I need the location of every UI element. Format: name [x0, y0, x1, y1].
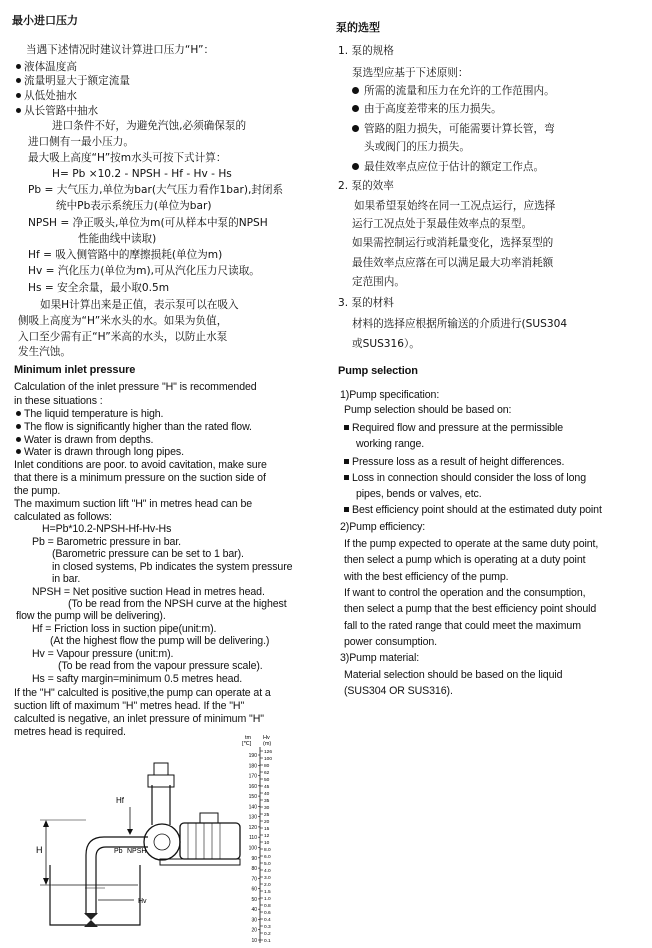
- label-pb: Pb: [114, 848, 123, 855]
- scale-hv-label: 0.4: [264, 918, 271, 923]
- zh-paragraph: 如果需控制运行或消耗量变化，选择泵型的: [352, 237, 554, 249]
- zh-bullet-cont: 头或阀门的压力损失。: [364, 141, 470, 153]
- label-hv: Hv: [138, 898, 147, 905]
- zh-paragraph: 进口条件不好，为避免汽蚀,必须确保泵的: [52, 120, 247, 132]
- scale-temp-label: 90: [251, 855, 257, 862]
- pump-suction-diagram: [30, 745, 250, 945]
- en-bullet: Loss in connection should consider the loss of long: [344, 473, 586, 484]
- zh-def-hf: Hf = 吸入侧管路中的摩擦损耗(单位为m): [28, 249, 223, 261]
- en-section-heading: 2)Pump efficiency:: [340, 521, 426, 533]
- zh-paragraph: 入口至少需有正“H”米高的水头，以防止水泵: [18, 331, 228, 343]
- scale-temp-label: 20: [251, 927, 257, 934]
- scale-hv-label: 10: [264, 841, 270, 846]
- scale-hv-label: 20: [264, 820, 270, 825]
- en-def-hv: (To be read from the vapour pressure scale).: [58, 660, 263, 672]
- en-def-hf: Hf = Friction loss in suction pipe(unit:m).: [32, 623, 217, 635]
- scale-temp-label: 110: [249, 835, 257, 842]
- zh-def-npsh: 性能曲线中读取): [78, 233, 157, 245]
- scale-hv-label: 2.0: [264, 883, 271, 888]
- en-paragraph: If want to control the operation and the consumption,: [344, 587, 586, 599]
- scale-temp-label: 30: [251, 917, 257, 924]
- zh-section-heading: 2. 泵的效率: [338, 180, 394, 192]
- zh-bullet: 从低处抽水: [16, 91, 77, 102]
- bullet-icon: [352, 125, 359, 132]
- scale-tm-header: tm: [245, 735, 252, 741]
- zh-bullet: 从长管路中抽水: [16, 106, 98, 117]
- bullet-icon: [16, 411, 21, 416]
- en-bullet-cont: pipes, bends or valves, etc.: [356, 488, 482, 500]
- zh-paragraph: 最佳效率点应落在可以满足最大功率消耗额: [352, 257, 554, 269]
- en-bullet: Best efficiency point should at the estimated duty point: [344, 505, 602, 516]
- zh-def-hs: Hs = 安全余量，最小取0.5m: [28, 282, 170, 294]
- scale-hv-label: 80: [264, 764, 270, 769]
- label-h: H: [36, 845, 43, 855]
- scale-temp-label: 180: [248, 763, 257, 770]
- en-section-heading: 3)Pump material:: [340, 652, 420, 664]
- scale-hv-header: Hv: [263, 735, 270, 741]
- en-bullet: Water is drawn through long pipes.: [16, 447, 184, 458]
- en-bullet-cont: working range.: [356, 438, 425, 450]
- en-paragraph: power consumption.: [344, 636, 438, 648]
- bullet-icon: [352, 87, 359, 94]
- scale-hv-label: 0.8: [264, 904, 271, 909]
- zh-bullet: 最佳效率点应位于估计的额定工作点。: [352, 162, 544, 173]
- motor: [180, 823, 240, 859]
- zh-paragraph: 进口侧有一最小压力。: [28, 136, 134, 148]
- foot-valve-icon: [84, 913, 98, 927]
- en-def-npsh: (To be read from the NPSH curve at the highest: [68, 598, 287, 610]
- en-def-pb: Pb = Barometric pressure in bar.: [32, 536, 182, 548]
- bullet-icon: [16, 64, 21, 69]
- bullet-icon: [16, 437, 21, 442]
- en-paragraph: with the best efficiency of the pump.: [344, 571, 509, 583]
- scale-hv-label: 0.1: [264, 939, 271, 944]
- scale-temp-label: 50: [251, 896, 257, 903]
- label-hf: Hf: [116, 796, 124, 805]
- scale-temp-label: 40: [251, 907, 257, 914]
- zh-paragraph: 定范围内。: [352, 276, 405, 288]
- scale-hv-label: 6.0: [264, 855, 271, 860]
- scale-hv-label: 126: [264, 750, 273, 755]
- en-paragraph: metres head is required.: [14, 726, 126, 738]
- zh-pump-selection-title: 泵的选型: [336, 21, 380, 34]
- scale-hv-label: 4.0: [264, 869, 271, 874]
- bullet-icon: [344, 425, 349, 430]
- en-paragraph: the pump.: [14, 485, 61, 497]
- scale-temp-label: 170: [248, 773, 257, 780]
- zh-paragraph: 发生汽蚀。: [18, 346, 71, 358]
- en-paragraph: If the pump expected to operate at the same duty point,: [344, 538, 599, 550]
- en-min-inlet-title: Minimum inlet pressure: [14, 364, 136, 376]
- en-paragraph: If the "H" calculted is positive,the pump can operate at a: [14, 687, 271, 699]
- scale-temp-label: 70: [251, 876, 257, 883]
- en-section-heading: 1)Pump specification:: [340, 389, 440, 401]
- scale-hv-label: 30: [264, 806, 270, 811]
- en-paragraph: that there is a minimum pressure on the suction side of: [14, 472, 266, 484]
- scale-hv-label: 15: [264, 827, 270, 832]
- en-bullet: The liquid temperature is high.: [16, 409, 163, 420]
- discharge-pipe: [152, 785, 170, 825]
- bullet-icon: [352, 163, 359, 170]
- zh-intro: 当遇下述情况时建议计算进口压力“H”：: [26, 44, 215, 56]
- scale-hv-label: 100: [264, 757, 273, 762]
- zh-min-inlet-title: 最小进口压力: [12, 14, 78, 27]
- zh-def-npsh: NPSH = 净正吸头,单位为m(可从样本中泵的NPSH: [28, 217, 268, 229]
- en-def-npsh: NPSH = Net positive suction Head in metres head.: [32, 586, 265, 598]
- en-pump-selection-title: Pump selection: [338, 365, 418, 377]
- zh-section-heading: 3. 泵的材料: [338, 297, 394, 309]
- scale-hv-label: 40: [264, 792, 270, 797]
- en-bullet: Pressure loss as a result of height differences.: [344, 457, 564, 468]
- en-paragraph: (SUS304 OR SUS316).: [344, 685, 453, 697]
- scale-temp-label: 120: [248, 824, 257, 831]
- zh-paragraph: 材料的选择应根据所输送的介质进行(SUS304: [352, 318, 568, 330]
- en-paragraph: Material selection should be based on the liquid: [344, 669, 563, 681]
- en-formula: H=Pb*10.2-NPSH-Hf-Hv-Hs: [42, 523, 172, 535]
- bullet-icon: [352, 105, 359, 112]
- vapour-pressure-scale: [236, 733, 286, 945]
- zh-bullet: 管路的阻力损失，可能需要计算长管，弯: [352, 124, 555, 135]
- scale-temp-label: 150: [248, 794, 257, 801]
- zh-paragraph: 侧吸上高度为“H”米水头的水。如果为负值，: [18, 315, 228, 327]
- scale-temp-label: 130: [248, 814, 257, 821]
- zh-def-pb: 统中Pb表示系统压力(单位为bar): [56, 200, 212, 212]
- zh-bullet: 所需的流量和压力在允许的工作范围内。: [352, 86, 555, 97]
- pump-volute: [144, 824, 180, 860]
- zh-bullet: 由于高度差带来的压力损失。: [352, 104, 502, 115]
- scale-temp-label: 60: [251, 886, 257, 893]
- scale-hv-label: 5.0: [264, 862, 271, 867]
- bullet-icon: [16, 424, 21, 429]
- scale-tm-unit: [℃]: [242, 741, 252, 747]
- scale-hv-label: 3.0: [264, 876, 271, 881]
- bullet-icon: [16, 93, 21, 98]
- en-def-hv: Hv = Vapour pressure (unit:m).: [32, 648, 174, 660]
- scale-hv-label: 8.0: [264, 848, 271, 853]
- scale-hv-unit: (m): [263, 741, 272, 747]
- bullet-icon: [16, 108, 21, 113]
- en-paragraph: then select a pump which is operating at a duty point: [344, 554, 586, 566]
- zh-paragraph: 如果希望泵始终在同一工况点运行，应选择: [354, 200, 556, 212]
- en-def-npsh: flow the pump will be delivering).: [16, 610, 166, 622]
- en-def-pb: in bar.: [52, 573, 81, 585]
- scale-hv-label: 1.5: [264, 890, 271, 895]
- scale-temp-label: 10: [251, 938, 257, 944]
- en-def-pb: (Barometric pressure can be set to 1 bar).: [52, 548, 244, 560]
- zh-def-pb: Pb = 大气压力,单位为bar(大气压力看作1bar),封闭系: [28, 184, 284, 196]
- en-def-hf: (At the highest flow the pump will be delivering.): [50, 635, 270, 647]
- scale-hv-label: 25: [264, 813, 270, 818]
- scale-temp-label: 100: [248, 845, 257, 852]
- zh-formula: H= Pb ×10.2 - NPSH - Hf - Hv - Hs: [52, 168, 232, 180]
- bullet-icon: [16, 78, 21, 83]
- en-paragraph: fall to the rated range that could meet the maximum: [344, 620, 581, 632]
- zh-bullet: 流量明显大于额定流量: [16, 76, 130, 87]
- label-npsh: NPSH: [127, 848, 147, 855]
- en-paragraph: Inlet conditions are poor. to avoid cavitation, make sure: [14, 459, 267, 471]
- en-intro: in these situations :: [14, 395, 103, 407]
- scale-hv-label: 50: [264, 778, 270, 783]
- en-intro: Calculation of the inlet pressure "H" is recommended: [14, 381, 257, 393]
- zh-bullet: 液体温度高: [16, 62, 77, 73]
- bullet-icon: [344, 459, 349, 464]
- en-def-pb: in closed systems, Pb indicates the system pressure: [52, 561, 293, 573]
- scale-temp-label: 80: [251, 866, 257, 873]
- zh-paragraph: 如果H计算出来是正值，表示泵可以在吸入: [40, 299, 239, 311]
- scale-hv-label: 62: [264, 771, 270, 776]
- en-paragraph: then select a pump that the best efficiency point should: [344, 603, 597, 615]
- en-bullet: Required flow and pressure at the permissible: [344, 423, 563, 434]
- en-def-hs: Hs = safty margin=minimum 0.5 metres head.: [32, 673, 243, 685]
- en-paragraph: calculted is negative, an inlet pressure of minimum "H": [14, 713, 264, 725]
- scale-temp-label: 190: [248, 753, 257, 759]
- zh-paragraph: 或SUS316）。: [352, 338, 420, 350]
- en-paragraph: Pump selection should be based on:: [344, 404, 512, 416]
- zh-paragraph: 运行工况点处于泵最佳效率点的泵型。: [352, 218, 533, 230]
- scale-temp-label: 140: [248, 804, 257, 811]
- scale-hv-label: 12: [264, 834, 270, 839]
- scale-hv-label: 0.3: [264, 925, 271, 930]
- bullet-icon: [344, 475, 349, 480]
- zh-paragraph: 泵选型应基于下述原则：: [352, 67, 469, 79]
- zh-def-hv: Hv = 汽化压力(单位为m),可从汽化压力尺读取。: [28, 265, 260, 277]
- scale-hv-label: 1.0: [264, 897, 271, 902]
- en-paragraph: calculated as follows:: [14, 511, 112, 523]
- bullet-icon: [344, 507, 349, 512]
- zh-paragraph: 最大吸上高度“H”按m水头可按下式计算：: [28, 152, 227, 164]
- scale-temp-label: 160: [248, 783, 257, 790]
- en-paragraph: The maximum suction lift "H" in metres head can be: [14, 498, 253, 510]
- scale-hv-label: 0.2: [264, 932, 271, 937]
- zh-section-heading: 1. 泵的规格: [338, 45, 394, 57]
- en-bullet: The flow is significantly higher than the rated flow.: [16, 422, 252, 433]
- bullet-icon: [16, 449, 21, 454]
- en-bullet: Water is drawn from depths.: [16, 435, 153, 446]
- scale-hv-label: 0.6: [264, 911, 271, 916]
- scale-hv-label: 35: [264, 799, 270, 804]
- scale-hv-label: 45: [264, 785, 270, 790]
- en-paragraph: suction lift of maximum "H" metres head. If the "H": [14, 700, 245, 712]
